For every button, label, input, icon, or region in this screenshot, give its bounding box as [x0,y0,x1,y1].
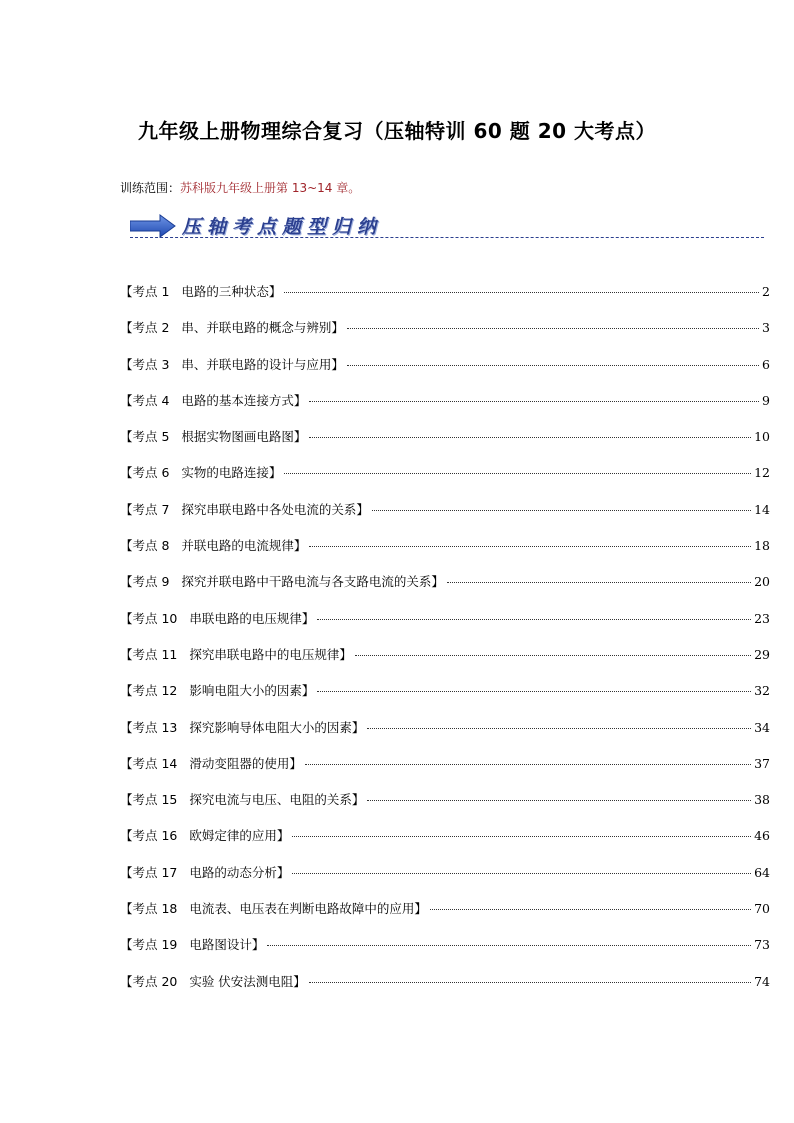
toc-entry[interactable] [120,391,770,427]
toc-entry-name: 实验 伏安法测电阻】 [189,973,306,989]
toc-entry[interactable] [120,572,770,608]
toc-page-number: 14 [754,501,770,517]
toc-entry-title [120,500,369,518]
toc-page-number: 29 [754,646,770,662]
toc-page-number: 32 [754,683,770,699]
toc-dot-leader [317,619,751,620]
toc-entry-name: 探究影响导体电阻大小的因素】 [189,719,365,735]
toc-entry-name: 电路的动态分析】 [189,864,290,880]
toc-entry-title [120,318,344,336]
toc-entry[interactable] [120,899,770,935]
training-range-value: 苏科版九年级上册第 13~14 章。 [180,181,361,195]
toc-page-number: 23 [754,610,770,626]
toc-entry-name: 串、并联电路的设计与应用】 [181,356,344,372]
toc-dot-leader [284,292,759,293]
toc-entry-name: 欧姆定律的应用】 [189,828,290,844]
toc-entry-name: 探究串联电路中的电压规律】 [189,646,352,662]
toc-entry-title [120,536,306,554]
toc-entry-name: 实物的电路连接】 [181,465,282,481]
toc-entry[interactable] [120,500,770,536]
toc-entry-name: 并联电路的电流规律】 [181,538,307,554]
toc-entry[interactable] [120,645,770,681]
toc-page-number: 64 [754,864,770,880]
toc-entry[interactable] [120,427,770,463]
toc-entry-name: 电流表、电压表在判断电路故障中的应用】 [189,901,427,917]
toc-entry[interactable] [120,318,770,354]
toc-entry-number: 【考点 16 [120,828,178,844]
toc-entry-title [120,935,264,953]
toc-dot-leader [367,728,751,729]
toc-dot-leader [317,691,751,692]
toc-entry-number: 【考点 2 [120,320,170,336]
toc-page-number: 12 [754,465,770,481]
toc-entry-title [120,899,427,917]
toc-entry-number: 【考点 10 [120,610,178,626]
toc-entry[interactable] [120,863,770,899]
toc-dot-leader [284,473,751,474]
toc-page-number: 9 [762,392,770,408]
toc-dot-leader [305,764,751,765]
toc-entry-number: 【考点 20 [120,973,178,989]
toc-entry-name: 电路图设计】 [189,937,265,953]
toc-page-number: 2 [762,284,770,299]
toc-page-number: 38 [754,792,770,808]
toc-dot-leader [355,655,751,656]
toc-entry-number: 【考点 7 [120,501,170,517]
toc-entry-name: 影响电阻大小的因素】 [189,683,315,699]
toc-dot-leader [309,401,759,402]
toc-entry[interactable] [120,463,770,499]
toc-entry[interactable] [120,536,770,572]
toc-entry-title [120,427,306,445]
toc-entry-number: 【考点 9 [120,574,170,590]
toc-entry-title [120,863,289,881]
toc-entry-number: 【考点 5 [120,429,170,445]
toc-entry-title [120,681,314,699]
toc-entry-number: 【考点 12 [120,683,178,699]
toc-dot-leader [372,510,751,511]
toc-entry-number: 【考点 3 [120,356,170,372]
section-banner [130,210,764,242]
toc-entry-title [120,790,364,808]
toc-entry[interactable] [120,355,770,391]
toc-entry-name: 串、并联电路的概念与辨别】 [181,320,344,336]
toc-dot-leader [309,437,751,438]
toc-entry-name: 探究并联电路中干路电流与各支路电流的关系】 [181,574,444,590]
toc-entry-name: 电路的三种状态】 [181,284,282,299]
toc-entry-number: 【考点 8 [120,538,170,554]
toc-entry[interactable] [120,826,770,862]
toc-page-number: 10 [754,429,770,445]
toc-entry-number: 【考点 19 [120,937,178,953]
toc-entry-name: 探究串联电路中各处电流的关系】 [181,501,369,517]
toc-dot-leader [430,909,751,910]
training-range [120,179,360,196]
toc-entry-number: 【考点 6 [120,465,170,481]
toc-dot-leader [292,836,751,837]
toc-entry-name: 根据实物图画电路图】 [181,429,307,445]
toc-entry[interactable] [120,681,770,717]
toc-entry-number: 【考点 17 [120,864,178,880]
toc-page-number: 73 [754,937,770,953]
toc-entry-title [120,282,281,300]
toc-entry-title [120,609,314,627]
toc-entry-number: 【考点 11 [120,646,178,662]
toc-dot-leader [347,365,759,366]
toc-entry-number: 【考点 15 [120,792,178,808]
toc-dot-leader [309,982,751,983]
toc-entry-name: 探究电流与电压、电阻的关系】 [189,792,365,808]
toc-dot-leader [367,800,751,801]
table-of-contents [120,282,770,1008]
toc-entry-number: 【考点 14 [120,755,178,771]
toc-entry-name: 串联电路的电压规律】 [189,610,315,626]
toc-dot-leader [347,328,759,329]
toc-entry[interactable] [120,718,770,754]
toc-page-number: 46 [754,828,770,844]
toc-entry-name: 滑动变阻器的使用】 [189,755,302,771]
toc-entry[interactable] [120,935,770,971]
toc-entry-number: 【考点 18 [120,901,178,917]
banner-divider [130,237,764,238]
toc-entry-title [120,826,289,844]
toc-entry-title [120,645,352,663]
toc-entry[interactable] [120,282,770,318]
toc-entry-number: 【考点 4 [120,392,170,408]
toc-page-number: 70 [754,901,770,917]
toc-dot-leader [309,546,751,547]
toc-entry[interactable] [120,972,770,1008]
toc-entry[interactable] [120,790,770,826]
right-arrow-icon [130,214,176,238]
toc-entry-title [120,718,364,736]
toc-entry-number: 【考点 13 [120,719,178,735]
training-range-label: 训练范围： [120,181,181,195]
toc-page-number: 20 [754,574,770,590]
toc-entry-title [120,572,444,590]
toc-page-number: 74 [754,973,770,989]
toc-page-number: 37 [754,755,770,771]
toc-page-number: 18 [754,538,770,554]
banner-heading: 压轴考点题型归纳 [182,216,383,238]
toc-entry[interactable] [120,754,770,790]
toc-entry-title [120,754,302,772]
toc-page-number: 3 [762,320,770,336]
toc-dot-leader [447,582,751,583]
toc-entry-title [120,972,306,990]
document-title: 九年级上册物理综合复习（压轴特训 60 题 20 大考点） [137,119,656,143]
toc-entry-title [120,355,344,373]
toc-page-number: 34 [754,719,770,735]
toc-entry-title [120,391,306,409]
toc-dot-leader [292,873,751,874]
toc-entry-number: 【考点 1 [120,284,170,299]
toc-page-number: 6 [762,356,770,372]
toc-entry[interactable] [120,609,770,645]
toc-entry-title [120,463,281,481]
toc-entry-name: 电路的基本连接方式】 [181,392,307,408]
toc-dot-leader [267,945,751,946]
